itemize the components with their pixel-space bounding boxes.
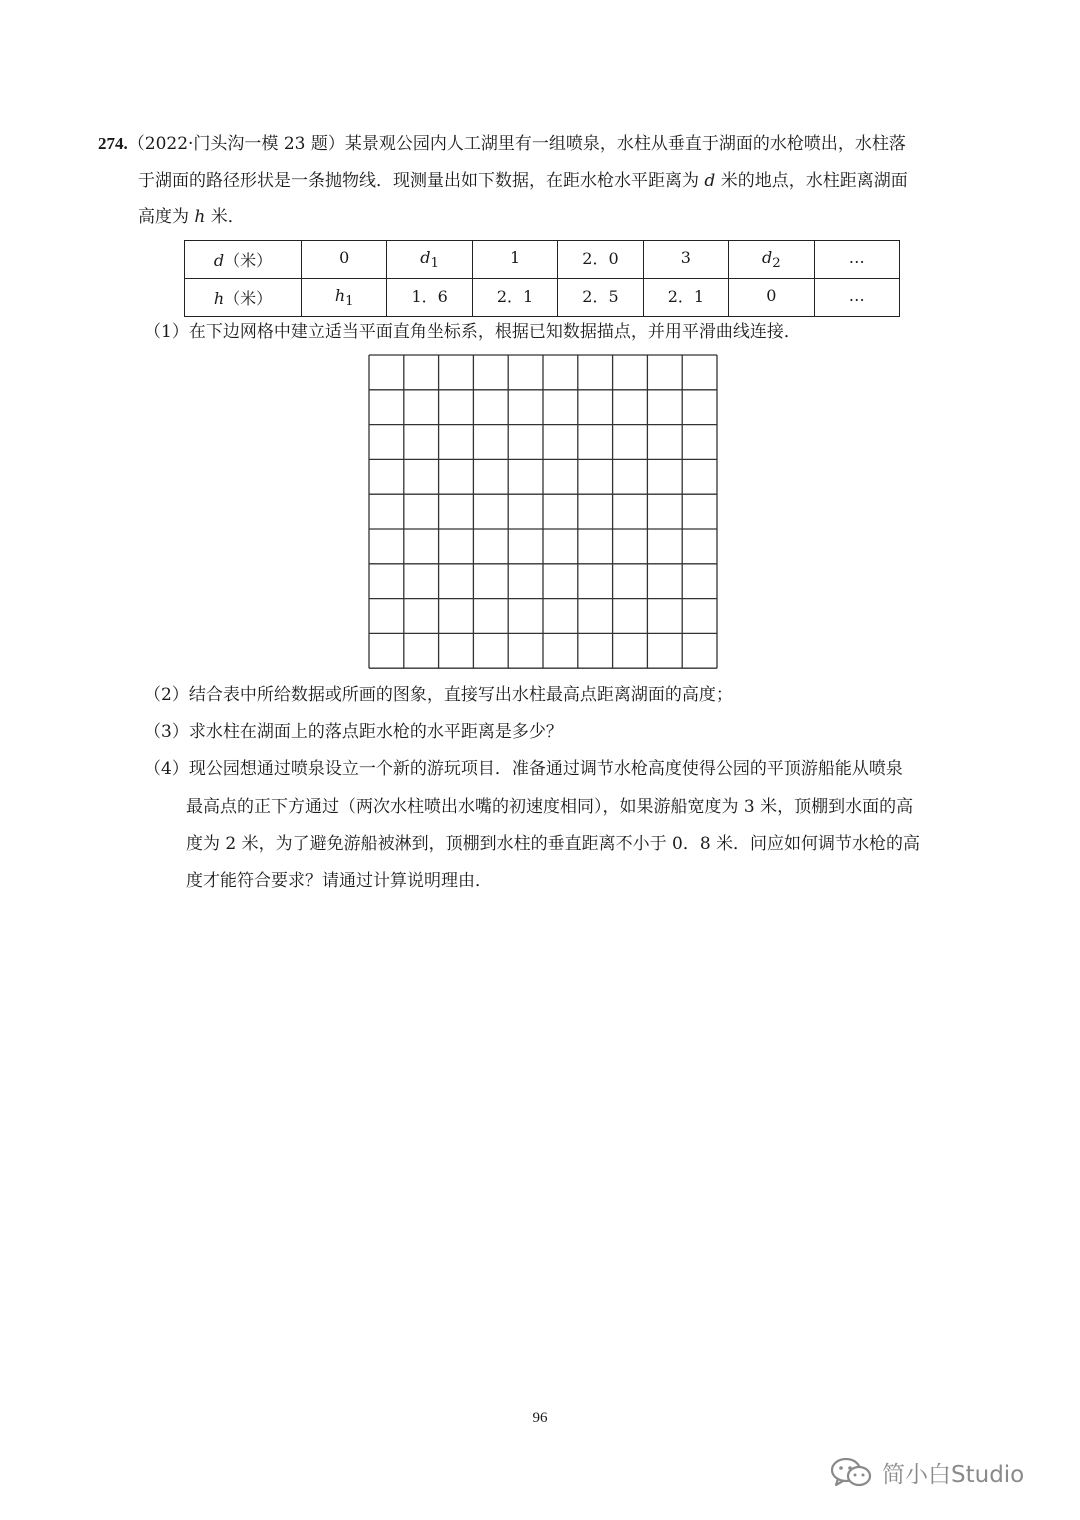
table-cell: … xyxy=(814,279,899,317)
problem-line-3 xyxy=(138,207,245,227)
part-4-line-1: （4）现公园想通过喷泉设立一个新的游玩项目．准备通过调节水枪高度使得公园的平顶游船能从喷泉 xyxy=(144,759,903,779)
part-4-line-4: 度才能符合要求？请通过计算说明理由． xyxy=(186,871,492,891)
watermark xyxy=(830,1456,1024,1489)
table-cell: $d_1$ xyxy=(387,241,472,279)
page-number: 96 xyxy=(532,1410,548,1426)
problem-text-3a: 高度为 xyxy=(138,207,195,227)
part-4-line-3: 度为 2 米，为了避免游船被淋到，顶棚到水柱的垂直距离不小于 0．8 米．问应如何调节水枪的高 xyxy=(186,834,921,854)
table-cell: 0 xyxy=(302,241,387,279)
part-3: （3）求水柱在湖面上的落点距水枪的水平距离是多少？ xyxy=(144,722,563,742)
table-cell: 2．0 xyxy=(558,241,643,279)
data-table xyxy=(184,240,900,317)
table-cell: $h_1$ xyxy=(302,279,387,317)
problem-text-1: （2022·门头沟一模 23 题）某景观公园内人工湖里有一组喷泉，水柱从垂直于湖面的水枪喷出，水柱落 xyxy=(127,134,906,154)
var-d: d xyxy=(704,171,716,191)
problem-number: 274. xyxy=(98,134,128,153)
table-cell: 1．6 xyxy=(387,279,472,317)
part-4-line-2: 最高点的正下方通过（两次水柱喷出水嘴的初速度相同），如果游船宽度为 3 米，顶棚到水面的高 xyxy=(186,797,914,817)
answer-grid xyxy=(368,354,718,669)
watermark-text: 简小白Studio xyxy=(882,1462,1025,1488)
table-row-d xyxy=(185,241,900,279)
part-2: （2）结合表中所给数据或所画的图象，直接写出水柱最高点距离湖面的高度； xyxy=(144,685,733,705)
problem-text-2a: 于湖面的路径形状是一条抛物线．现测量出如下数据，在距水枪水平距离为 xyxy=(138,171,705,191)
problem-line-1 xyxy=(98,134,906,154)
table-cell: 1 xyxy=(472,241,557,279)
var-h: h xyxy=(194,207,206,227)
table-cell: 0 xyxy=(729,279,814,317)
wechat-icon xyxy=(830,1457,874,1489)
table-header-d: d（米） xyxy=(185,241,302,279)
table-cell: 2．1 xyxy=(643,279,728,317)
problem-text-2b: 米的地点，水柱距离湖面 xyxy=(715,171,908,191)
table-header-h: h（米） xyxy=(185,279,302,317)
table-cell: 3 xyxy=(643,241,728,279)
problem-line-2 xyxy=(138,171,908,191)
problem-text-3b: 米． xyxy=(205,207,245,227)
table-cell: $d_2$ xyxy=(729,241,814,279)
table-cell: 2．5 xyxy=(558,279,643,317)
table-cell: … xyxy=(814,241,899,279)
part-1: （1）在下边网格中建立适当平面直角坐标系，根据已知数据描点，并用平滑曲线连接． xyxy=(144,322,801,342)
table-cell: 2．1 xyxy=(472,279,557,317)
table-row-h xyxy=(185,279,900,317)
